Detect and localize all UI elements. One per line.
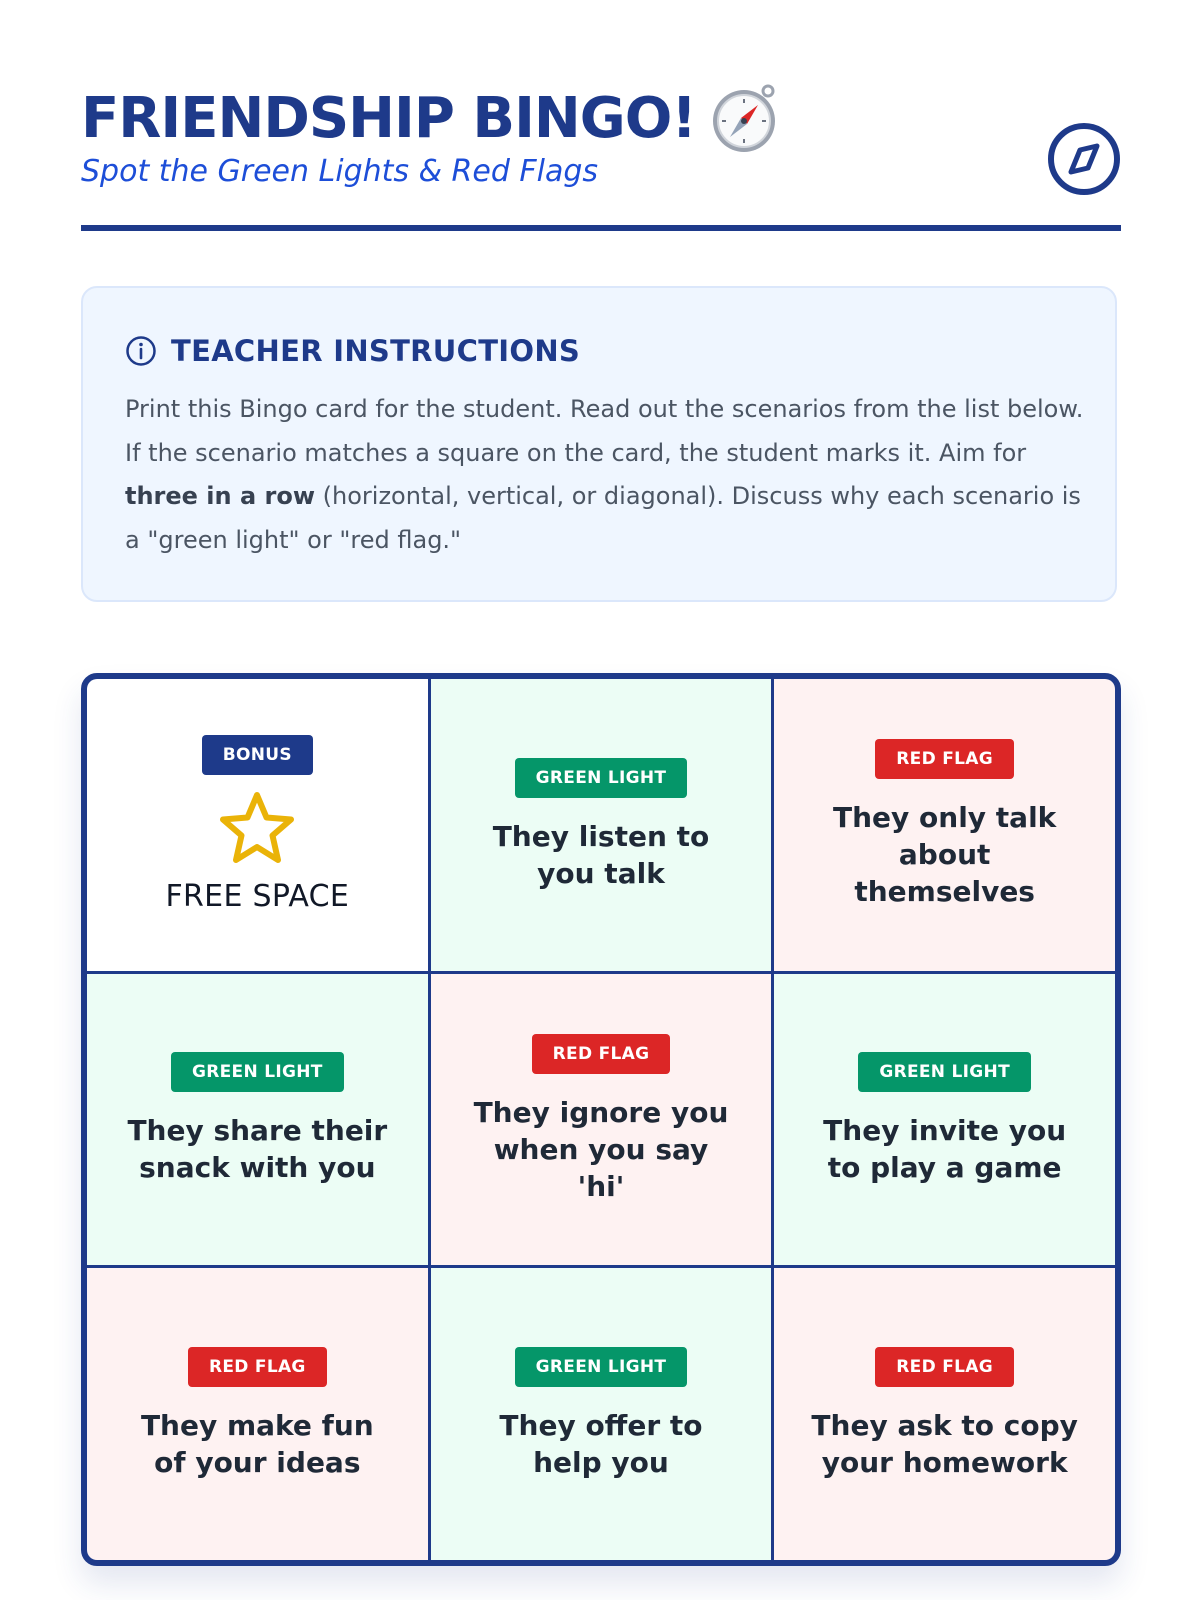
compass-circle-icon [1047,122,1121,196]
star-icon [217,789,297,869]
scenario-text: They only talk about themselves [833,801,1057,909]
bingo-cell[interactable] [431,679,772,971]
bingo-cell[interactable] [87,974,428,1266]
bingo-cell[interactable] [774,1268,1115,1560]
red-flag-badge: RED FLAG [875,1347,1014,1387]
red-flag-badge: RED FLAG [188,1347,327,1387]
red-flag-badge: RED FLAG [532,1034,671,1074]
bingo-cell[interactable] [431,1268,772,1560]
page-subtitle: Spot the Green Lights & Red Flags [81,154,599,189]
title-row [81,78,780,160]
scenario-text: They listen to you talk [492,819,710,890]
instructions-text-start: Print this Bingo card for the student. Read out the scenarios from the list below. If the scenario matches a square on the card, the student marks it. Aim for [125,395,1084,467]
bingo-grid [81,673,1121,1566]
scenario-text: They offer to help you [499,1409,703,1480]
green-light-badge: GREEN LIGHT [515,1347,688,1387]
instructions-heading [125,334,580,368]
instructions-title: TEACHER INSTRUCTIONS [171,334,581,368]
instructions-text-end: (horizontal, vertical, or diagonal). Discuss why each scenario is a "green light" or "red flag." [125,482,1081,554]
bingo-cell[interactable] [774,974,1115,1266]
scenario-text: They make fun of your ideas [140,1409,374,1480]
compass-icon [708,83,780,155]
free-space-label: FREE SPACE [165,879,350,915]
teacher-instructions-card [81,286,1117,602]
scenario-text: They invite you to play a game [823,1114,1067,1185]
bingo-cell[interactable] [774,679,1115,971]
bingo-cell-free-space[interactable] [87,679,428,971]
green-light-badge: GREEN LIGHT [858,1052,1031,1092]
instructions-text-bold: three in a row [125,482,316,510]
bonus-badge: BONUS [202,735,313,775]
scenario-text: They ignore you when you say 'hi' [473,1095,729,1203]
red-flag-badge: RED FLAG [875,739,1014,779]
header [81,78,1121,228]
bingo-cell[interactable] [87,1268,428,1560]
green-light-badge: GREEN LIGHT [515,758,688,798]
instructions-text [125,388,1085,562]
header-divider [81,225,1121,231]
green-light-badge: GREEN LIGHT [171,1052,344,1092]
info-icon [125,335,157,367]
bingo-cell[interactable] [431,974,772,1266]
scenario-text: They share their snack with you [127,1114,388,1185]
scenario-text: They ask to copy your homework [811,1409,1078,1480]
page-title: FRIENDSHIP BINGO! [81,86,696,151]
